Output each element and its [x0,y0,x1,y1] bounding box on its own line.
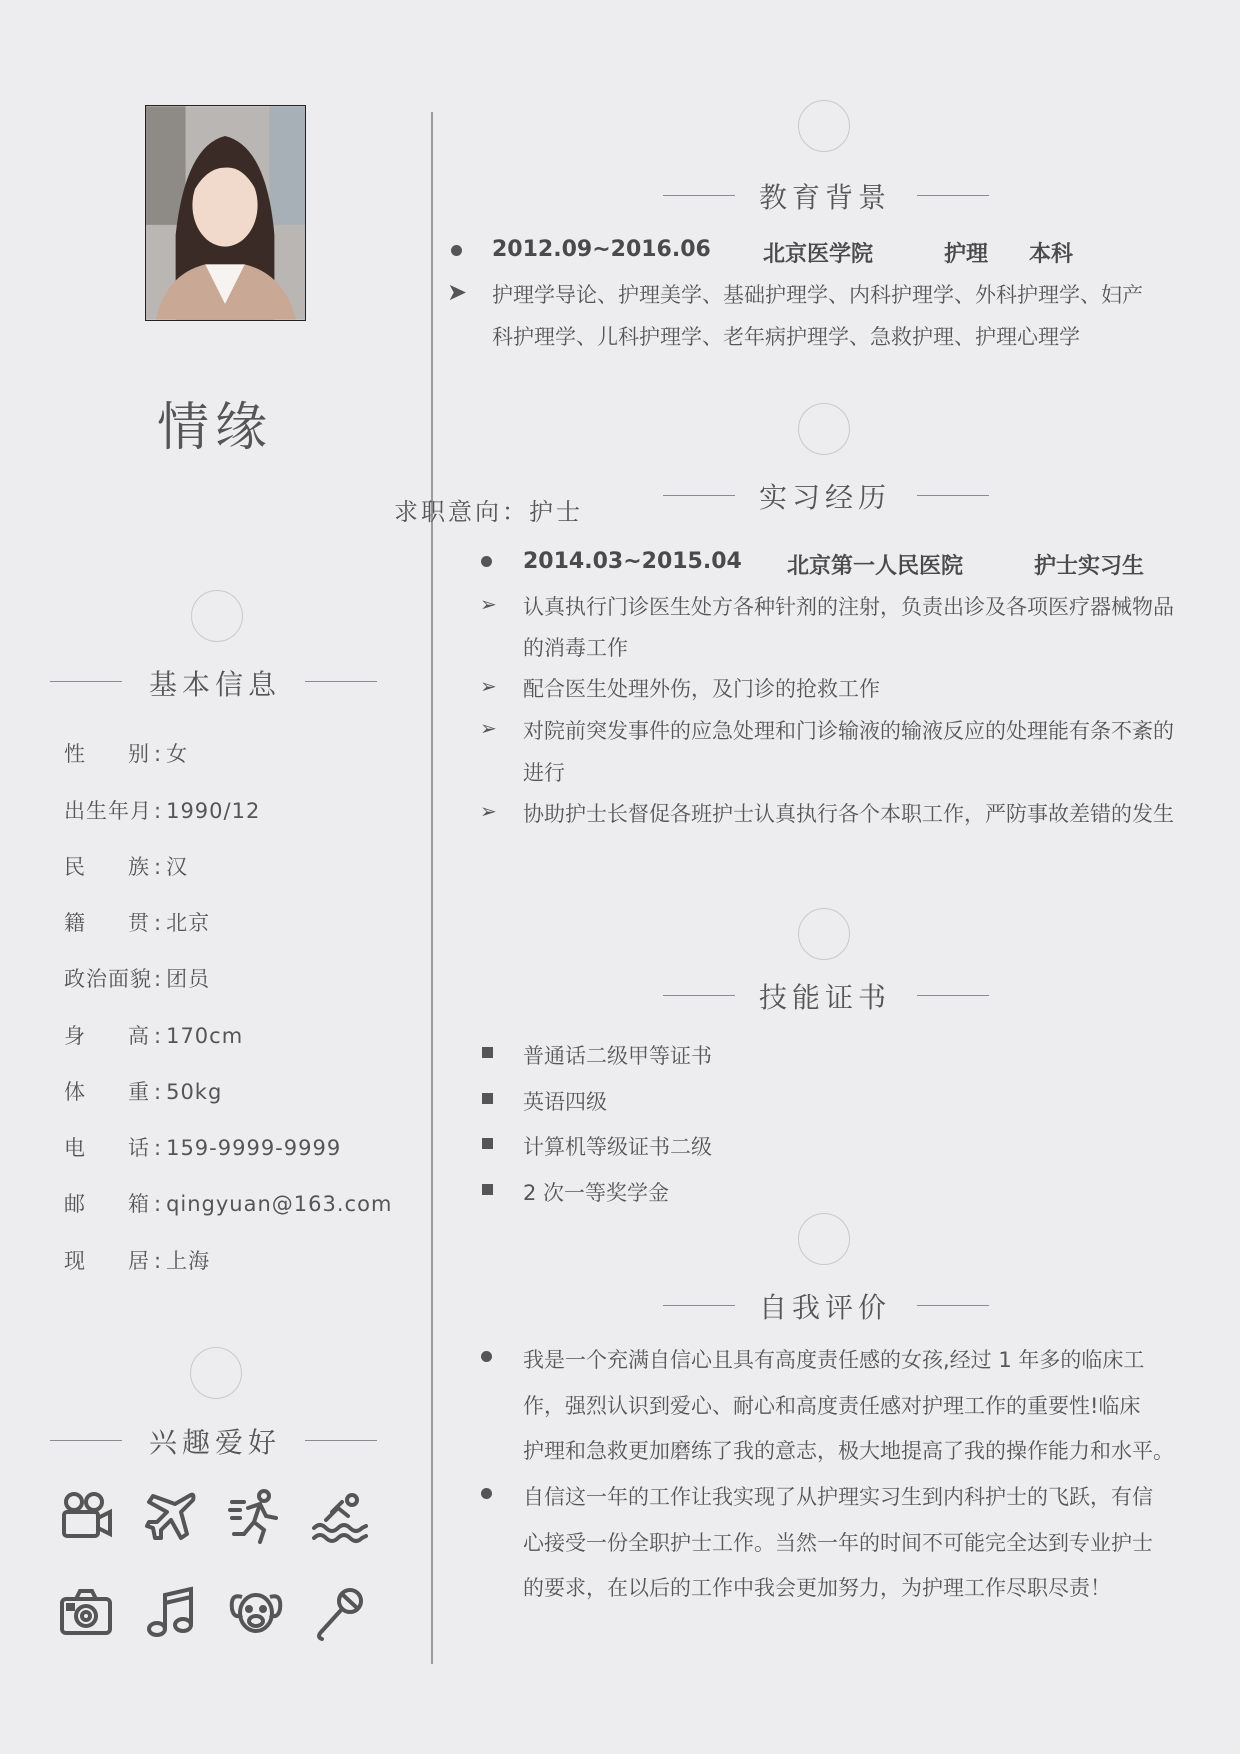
education-title: 教育背景 [758,181,891,214]
portrait-image [146,106,305,320]
bullet-dot [481,1351,492,1362]
skill-item: 2 次一等奖学金 [523,1181,670,1205]
self-eval-p1-line1: 我是一个充满自信心且具有高度责任感的女孩,经过 1 年多的临床工 [523,1348,1145,1372]
section-circle-icon [190,1347,242,1399]
arrow-bullet-icon: ➢ [480,674,497,698]
info-row-height: 身 高 : 170cm [64,1024,244,1048]
internship-item-3-line1: 对院前突发事件的应急处理和门诊输液的输液反应的处理能有条不紊的 [523,719,1174,743]
section-line-right [305,681,377,682]
arrow-bullet-icon: ➤ [447,278,468,306]
vertical-divider [431,112,433,1664]
internship-role: 护士实习生 [1034,554,1145,579]
education-courses-line1: 护理学导论、护理美学、基础护理学、内科护理学、外科护理学、妇产 [492,283,1143,307]
education-courses-line2: 科护理学、儿科护理学、老年病护理学、急救护理、护理心理学 [492,325,1080,349]
bullet-dot [451,245,462,256]
self-eval-p2-line2: 心接受一份全职护士工作。当然一年的时间不可能完全达到专业护士 [523,1531,1153,1555]
music-note-icon [143,1585,199,1641]
self-eval-p2-line1: 自信这一年的工作让我实现了从护理实习生到内科护士的飞跃，有信 [523,1485,1153,1509]
internship-item-1-line2: 的消毒工作 [523,636,628,660]
bullet-square [482,1138,493,1149]
section-line-right [917,1305,989,1306]
self-eval-p1-line3: 护理和急救更加磨练了我的意志，极大地提高了我的操作能力和水平。 [523,1439,1174,1463]
education-degree: 本科 [1029,242,1074,267]
self-eval-p2-line3: 的要求，在以后的工作中我会更加努力，为护理工作尽职尽责！ [523,1576,1111,1600]
section-circle-icon [798,908,850,960]
education-major: 护理 [944,242,989,267]
education-school: 北京医学院 [763,242,874,267]
section-circle-icon [798,1213,850,1265]
swimming-icon [312,1488,368,1544]
section-line-right [917,495,989,496]
section-line-right [917,195,989,196]
section-line-right [917,995,989,996]
info-row-gender: 性 别 : 女 [64,742,189,766]
section-line-left [50,1440,122,1441]
profile-photo [145,105,306,321]
section-line-right [305,1440,377,1441]
section-circle-icon [798,100,850,152]
skills-title: 技能证书 [758,981,891,1014]
basic-info-title: 基本信息 [148,668,281,701]
internship-title: 实习经历 [758,481,891,514]
skill-item: 普通话二级甲等证书 [523,1044,712,1068]
section-circle-icon [798,403,850,455]
bullet-square [482,1184,493,1195]
dog-icon [228,1585,284,1641]
self-eval-p1-line2: 作，强烈认识到爱心、耐心和高度责任感对护理工作的重要性!临床 [523,1394,1141,1418]
internship-item-1-line1: 认真执行门诊医生处方各种针剂的注射，负责出诊及各项医疗器械物品 [523,595,1174,619]
candidate-name: 情缘 [156,398,273,458]
arrow-bullet-icon: ➢ [480,799,497,823]
camera-icon [58,1585,114,1641]
section-line-left [663,1305,735,1306]
education-period: 2012.09~2016.06 [492,237,711,262]
arrow-bullet-icon: ➢ [480,592,497,616]
info-row-email: 邮 箱 : qingyuan@163.com [64,1192,393,1216]
microphone-icon [312,1585,368,1641]
bullet-dot [481,556,492,567]
info-row-hometown: 籍 贯 : 北京 [64,911,211,935]
internship-item-4: 协助护士长督促各班护士认真执行各个本职工作，严防事故差错的发生 [523,802,1174,826]
section-circle-icon [191,590,243,642]
bullet-dot [481,1488,492,1499]
skill-item: 英语四级 [523,1090,607,1114]
running-icon [228,1488,284,1544]
skill-item: 计算机等级证书二级 [523,1135,712,1159]
arrow-bullet-icon: ➢ [480,716,497,740]
info-row-phone: 电 话 : 159-9999-9999 [64,1136,342,1160]
section-line-left [50,681,122,682]
section-line-left [663,195,735,196]
internship-item-2: 配合医生处理外伤，及门诊的抢救工作 [523,677,880,701]
section-line-left [663,995,735,996]
self-eval-title: 自我评价 [758,1291,891,1324]
film-camera-icon [58,1488,114,1544]
bullet-square [482,1047,493,1058]
internship-item-3-line2: 进行 [523,761,565,785]
info-row-weight: 体 重 : 50kg [64,1080,223,1104]
hobbies-title: 兴趣爱好 [148,1426,281,1459]
bullet-square [482,1093,493,1104]
info-row-birth: 出生年月: 1990/12 [64,799,261,823]
info-row-residence: 现 居 : 上海 [64,1249,211,1273]
info-row-political: 政治面貌: 团员 [64,967,211,991]
job-intent: 求职意向：护士 [394,498,583,526]
section-line-left [663,495,735,496]
internship-org: 北京第一人民医院 [787,554,964,579]
internship-period: 2014.03~2015.04 [523,549,742,574]
info-row-ethnicity: 民 族 : 汉 [64,855,189,879]
airplane-icon [143,1488,199,1544]
